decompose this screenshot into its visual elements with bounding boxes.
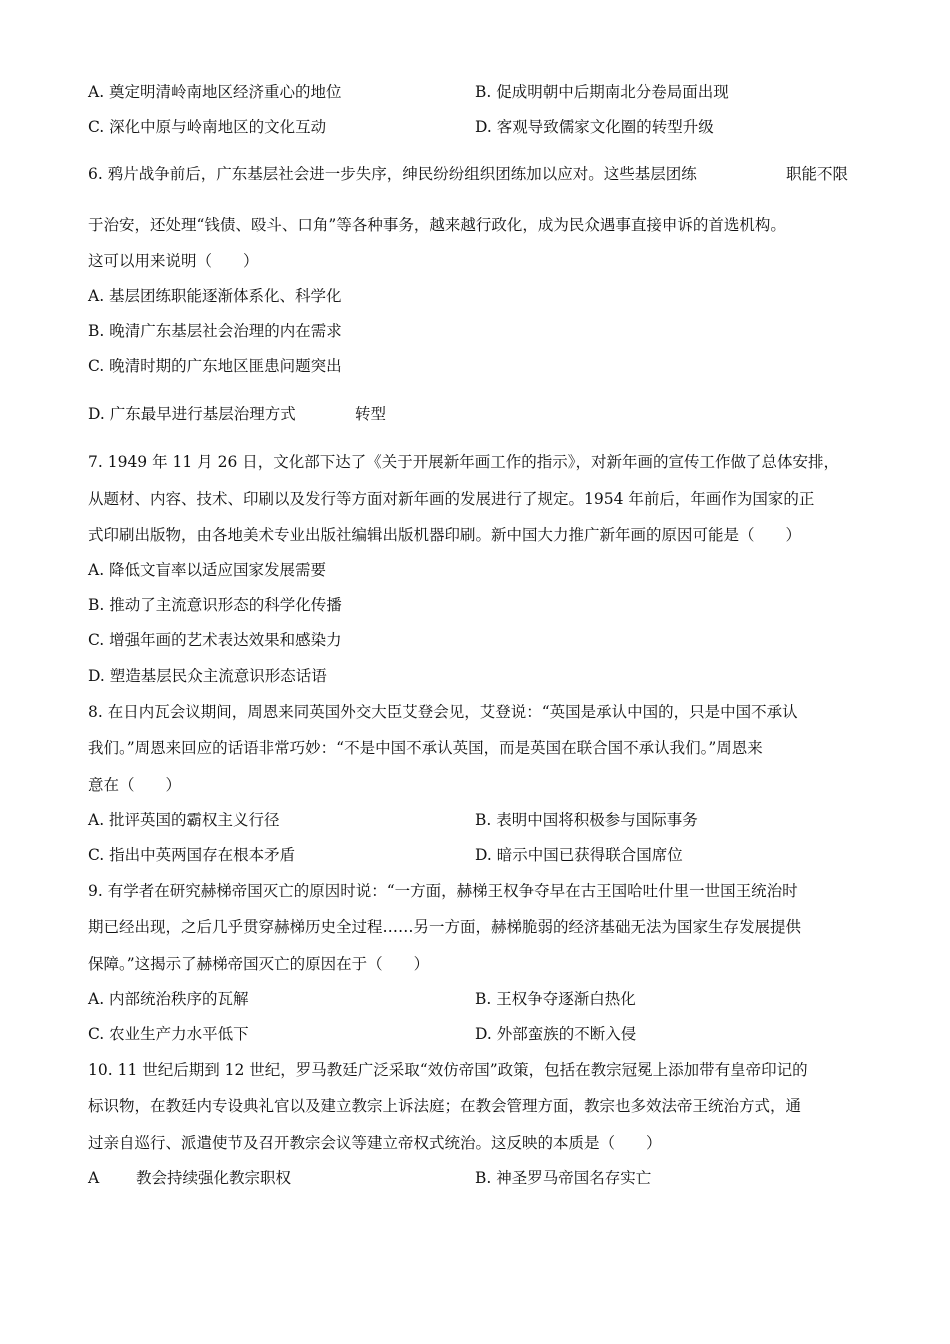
q8-stem-line-1: 8. 在日内瓦会议期间，周恩来同英国外交大臣艾登会见，艾登说：“英国是承认中国的，只是中国不承认 xyxy=(88,703,798,721)
q8-option-a: A. 批评英国的霸权主义行径 xyxy=(88,811,280,829)
q7-option-d: D. 塑造基层民众主流意识形态话语 xyxy=(88,667,327,685)
q10-option-b: B. 神圣罗马帝国名存实亡 xyxy=(475,1169,652,1187)
q6-stem-line-1-tail: 职能不限 xyxy=(786,165,849,183)
q7-option-b: B. 推动了主流意识形态的科学化传播 xyxy=(88,596,342,614)
q10-stem-line-2: 标识物，在教廷内专设典礼官以及建立教宗上诉法庭；在教会管理方面，教宗也多效法帝王统治方式，通 xyxy=(88,1097,802,1115)
q9-stem-line-1: 9. 有学者在研究赫梯帝国灭亡的原因时说：“一方面，赫梯王权争夺早在古王国哈吐什里一世国王统治时 xyxy=(88,882,798,900)
q9-stem-line-2: 期已经出现，之后几乎贯穿赫梯历史全过程……另一方面，赫梯脆弱的经济基础无法为国家生存发展提供 xyxy=(88,918,802,936)
q6-option-d: D. 广东最早进行基层治理方式 xyxy=(88,405,296,423)
q7-option-a: A. 降低文盲率以适应国家发展需要 xyxy=(88,561,327,579)
q5-option-b: B. 促成明朝中后期南北分卷局面出现 xyxy=(475,83,729,101)
q8-option-c: C. 指出中英两国存在根本矛盾 xyxy=(88,846,296,864)
q6-option-d-tail: 转型 xyxy=(355,405,387,423)
q9-option-c: C. 农业生产力水平低下 xyxy=(88,1025,249,1043)
q10-option-a: 教会持续强化教宗职权 xyxy=(136,1169,292,1187)
q9-stem-line-3: 保障。”这揭示了赫梯帝国灭亡的原因在于（ ） xyxy=(88,955,430,973)
q5-option-c: C. 深化中原与岭南地区的文化互动 xyxy=(88,118,327,136)
q6-option-b: B. 晚清广东基层社会治理的内在需求 xyxy=(88,322,342,340)
q6-stem-line-3: 这可以用来说明（ ） xyxy=(88,252,259,270)
q5-option-d: D. 客观导致儒家文化圈的转型升级 xyxy=(475,118,714,136)
q10-option-a-letter: A xyxy=(88,1169,100,1187)
q10-stem-line-3: 过亲自巡行、派遣使节及召开教宗会议等建立帝权式统治。这反映的本质是（ ） xyxy=(88,1134,662,1152)
q6-option-c: C. 晚清时期的广东地区匪患问题突出 xyxy=(88,357,342,375)
q9-option-a: A. 内部统治秩序的瓦解 xyxy=(88,990,249,1008)
q7-option-c: C. 增强年画的艺术表达效果和感染力 xyxy=(88,631,342,649)
q7-stem-line-1: 7. 1949 年 11 月 26 日，文化部下达了《关于开展新年画工作的指示》，对新年画的宣传工作做了总体安排， xyxy=(88,453,839,471)
q8-stem-line-3: 意在（ ） xyxy=(88,776,182,794)
q6-option-a: A. 基层团练职能逐渐体系化、科学化 xyxy=(88,287,342,305)
q6-stem-line-1: 6. 鸦片战争前后，广东基层社会进一步失序，绅民纷纷组织团练加以应对。这些基层团练 xyxy=(88,165,697,183)
q8-stem-line-2: 我们。”周恩来回应的话语非常巧妙：“不是中国不承认英国，而是英国在联合国不承认我们。”周恩来 xyxy=(88,739,763,757)
q7-stem-line-2: 从题材、内容、技术、印刷以及发行等方面对新年画的发展进行了规定。1954 年前后，年画作为国家的正 xyxy=(88,490,815,508)
q9-option-d: D. 外部蛮族的不断入侵 xyxy=(475,1025,637,1043)
q10-stem-line-1: 10. 11 世纪后期到 12 世纪，罗马教廷广泛采取“效仿帝国”政策，包括在教宗冠冕上添加带有皇帝印记的 xyxy=(88,1061,808,1079)
q5-option-a: A. 奠定明清岭南地区经济重心的地位 xyxy=(88,83,342,101)
q8-option-d: D. 暗示中国已获得联合国席位 xyxy=(475,846,683,864)
q6-stem-line-2: 于治安，还处理“钱债、殴斗、口角”等各种事务，越来越行政化，成为民众遇事直接申诉的首选机构。 xyxy=(88,216,786,234)
q7-stem-line-3: 式印刷出版物，由各地美术专业出版社编辑出版机器印刷。新中国大力推广新年画的原因可能是（ ） xyxy=(88,526,802,544)
q9-option-b: B. 王权争夺逐渐白热化 xyxy=(475,990,636,1008)
q8-option-b: B. 表明中国将积极参与国际事务 xyxy=(475,811,698,829)
